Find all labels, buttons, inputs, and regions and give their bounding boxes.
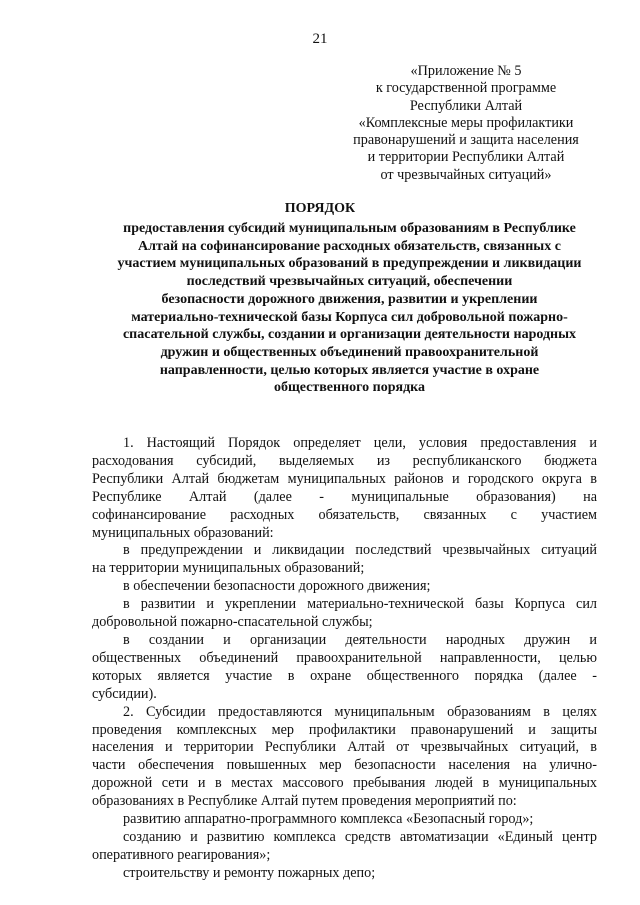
paragraph-2-line: населения и территории Республики Алтай от чрезвычайных ситуаций, в	[92, 739, 597, 756]
paragraph-2-line: 2. Субсидии предоставляются муниципальным образованиям в целях	[123, 703, 597, 720]
list-item-line: субсидии).	[92, 685, 157, 702]
appendix-line: к государственной программе	[375, 80, 557, 97]
subtitle-line: предоставления субсидий муниципальным образованиям в Республике	[123, 221, 576, 236]
subtitle-line: материально-технической базы Корпуса сил добровольной пожарно-	[131, 309, 568, 325]
paragraph-1-line: муниципальных образований:	[92, 524, 274, 541]
paragraph-1-line: расходования субсидий, выделяемых из республиканского бюджета	[92, 452, 597, 469]
subtitle-line: безопасности дорожного движения, развитии и укреплении	[161, 291, 538, 307]
paragraph-1-line: Республики Алтай бюджетам муниципальных районов и городского округа в	[92, 470, 597, 487]
subtitle-line: спасательной службы, создании и организации деятельности народных	[122, 327, 577, 343]
subtitle-line: дружин и общественных объединений правоохранительной	[160, 344, 539, 360]
document-subtitle	[92, 220, 607, 397]
measure-item-line: развитию аппаратно-программного комплекса «Безопасный город»;	[123, 811, 534, 828]
list-item-line: в предупреждении и ликвидации последствий чрезвычайных ситуаций	[123, 542, 597, 559]
subtitle-line: участием муниципальных образований в предупреждении и ликвидации	[117, 256, 582, 272]
paragraph-1-line: софинансирование расходных обязательств, связанных с участием	[92, 506, 597, 523]
appendix-line: Республики Алтай	[409, 97, 523, 114]
subtitle-line: общественного порядка	[273, 380, 426, 396]
paragraph-2-line: образованиях в Республике Алтай путем проведения мероприятий по:	[92, 793, 517, 810]
measure-item-line: строительству и ремонту пожарных депо;	[123, 864, 376, 881]
paragraph-2-line: дорожной сети и в местах массового пребывания людей в муниципальных	[92, 775, 597, 792]
appendix-header	[335, 63, 597, 184]
paragraph-2-line: проведения комплексных мер профилактики правонарушений и защиты	[92, 721, 597, 738]
subtitle-line: направленности, целью которых является участие в охране	[159, 362, 540, 378]
subtitle-line: Алтай на софинансирование расходных обязательств, связанных с	[138, 238, 561, 254]
list-item-line: в обеспечении безопасности дорожного движения;	[123, 578, 431, 595]
list-item-line: добровольной пожарно-спасательной службы;	[92, 614, 373, 631]
appendix-line: «Комплексные меры профилактики	[358, 114, 574, 131]
paragraph-2-line: части обеспечения повышенных мер безопасности населения на улично-	[92, 757, 597, 774]
list-item-line: которых является участие в охране общественного порядка (далее -	[92, 667, 597, 684]
list-item-line: в развитии и укреплении материально-технической базы Корпуса сил	[123, 596, 597, 613]
list-item-line: в создании и организации деятельности народных дружин и	[123, 631, 597, 648]
measure-item-line: созданию и развитию комплекса средств автоматизации «Единый центр	[123, 828, 597, 845]
paragraph-1-line: Республике Алтай (далее - муниципальные образования) на	[92, 488, 597, 505]
appendix-line: «Приложение № 5	[410, 63, 522, 79]
appendix-line: и территории Республики Алтай	[367, 149, 565, 166]
list-item-line: общественных объединений правоохранительной направленности, целью	[92, 649, 597, 666]
document-title: ПОРЯДОК	[284, 201, 356, 216]
measure-item-line: оперативного реагирования»;	[92, 846, 271, 863]
appendix-line: от чрезвычайных ситуаций»	[380, 166, 552, 183]
paragraph-1-line: 1. Настоящий Порядок определяет цели, условия предоставления и	[123, 435, 597, 451]
appendix-line: правонарушений и защита населения	[353, 132, 579, 149]
list-item-line: на территории муниципальных образований;	[92, 560, 365, 577]
page-number: 21	[312, 31, 328, 47]
subtitle-line: последствий чрезвычайных ситуаций, обеспечении	[186, 274, 513, 290]
document-body	[92, 435, 597, 883]
